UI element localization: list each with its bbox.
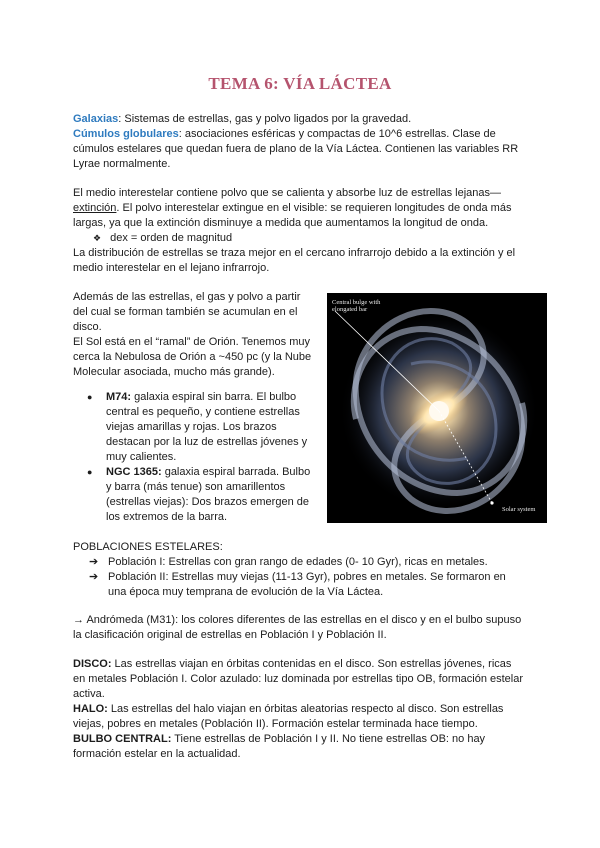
left-p1-l1: Además de las estrellas, el gas y polvo a partir	[73, 291, 301, 303]
medio-line5: medio interestelar en el lejano infrarrojo.	[73, 262, 270, 274]
m74-l3: viejas amarillas y rojas. Los brazos	[106, 421, 277, 433]
poblacion-i-text: Población I: Estrellas con gran rango de edades (0- 10 Gyr), ricas en metales.	[108, 556, 488, 568]
ngc1365-l3: (estrellas viejas): Dos brazos emergen de	[106, 496, 309, 508]
andromeda-l1: → Andrómeda (M31): los colores diferentes de las estrellas en el disco y en el bulbo supuso	[73, 614, 522, 626]
galaxy-illustration	[327, 293, 547, 523]
poblaciones-heading: POBLACIONES ESTELARES:	[73, 541, 223, 553]
left-p2-l1: El Sol está en el “ramal” de Orión. Tenemos muy	[73, 336, 311, 348]
bullet-ngc1365	[87, 465, 317, 525]
disco-paragraph	[73, 657, 528, 702]
bulbo-l2: formación estelar en la actualidad.	[73, 748, 241, 760]
halo-paragraph	[73, 702, 528, 732]
extincion-term: extinción	[73, 202, 117, 214]
medio-line2: . El polvo interestelar extingue en el visible: se requieren longitudes de onda más	[116, 202, 512, 214]
halo-l2: viejas, pobres en metales (Población II). Formación estelar terminada hace tiempo.	[73, 718, 478, 730]
dex-note	[93, 231, 232, 246]
medio-line3: largas, ya que la extinción disminuye a medida que aumentamos la longitud de onda.	[73, 217, 489, 229]
milky-way-image	[327, 293, 547, 523]
m74-l5: muy calientes.	[106, 451, 177, 463]
dex-text: dex = orden de magnitud	[110, 232, 233, 244]
m74-l4: destacan por la luz de estrellas jóvenes y	[106, 436, 308, 448]
bullet-m74	[87, 390, 317, 465]
left-p2-l2: cerca la Nebulosa de Orión a ~450 pc (y la Nube	[73, 351, 312, 363]
ngc1365-l2: y barra (más tenue) son amarillentos	[106, 481, 286, 493]
ngc1365-l1: galaxia espiral barrada. Bulbo	[161, 466, 311, 478]
disco-term: DISCO:	[73, 658, 112, 670]
halo-l1: Las estrellas del halo viajan en órbitas aleatorias respecto al disco. Son estrellas	[107, 703, 504, 715]
cumulos-line2: cúmulos estelares que quedan fuera de plano de la Vía Láctea. Contienen las variables RR	[73, 143, 519, 155]
page-title: TEMA 6: VÍA LÁCTEA	[208, 74, 392, 93]
halo-term: HALO:	[73, 703, 108, 715]
medio-line4: La distribución de estrellas se traza mejor en el cercano infrarrojo debido a la extinción y el	[73, 247, 516, 259]
medio-paragraph	[73, 186, 528, 231]
disco-l3: activa.	[73, 688, 105, 700]
bullet-dot-icon: ●	[87, 467, 93, 477]
andromeda-paragraph	[73, 613, 528, 643]
m74-term: M74:	[106, 391, 132, 403]
distribucion-paragraph	[73, 246, 528, 276]
andromeda-l2: la clasificación original de estrellas en Población I y Población II.	[73, 629, 387, 641]
left-p1-l3: disco.	[73, 321, 102, 333]
ngc1365-term: NGC 1365:	[106, 466, 162, 478]
solar-system-label: Solar system	[502, 506, 536, 513]
galaxias-paragraph	[73, 112, 528, 172]
cumulos-line3: Lyrae normalmente.	[73, 158, 171, 170]
cumulos-line1: : asociaciones esféricas y compactas de 10^6 estrellas. Clase de	[178, 128, 496, 140]
disco-l1: Las estrellas viajan en órbitas contenidas en el disco. Son estrellas jóvenes, ricas	[111, 658, 512, 670]
cumulos-term: Cúmulos globulares	[73, 128, 179, 140]
disco-gas-paragraph	[73, 290, 317, 380]
arrow-bullet-icon: ➔	[89, 571, 99, 583]
m74-l2: central es pequeño, y contiene estrellas	[106, 406, 300, 418]
poblacion-ii-l2: una época muy temprana de evolución de la Vía Láctea.	[108, 586, 384, 598]
poblacion-ii-l1: Población II: Estrellas muy viejas (11-13 Gyr), pobres en metales. Se formaron en	[108, 571, 506, 583]
poblacion-i-item	[89, 555, 529, 570]
bulbo-l1: Tiene estrellas de Población I y II. No tiene estrellas OB: no hay	[171, 733, 486, 745]
bulbo-term: BULBO CENTRAL:	[73, 733, 172, 745]
poblacion-ii-item	[89, 570, 529, 600]
left-p1-l2: del cual se forman también se acumulan en el	[73, 306, 298, 318]
left-p2-l3: Molecular asociada, mucho más grande).	[73, 366, 275, 378]
bullet-dot-icon: ●	[87, 392, 93, 402]
medio-line1: El medio interestelar contiene polvo que se calienta y absorbe luz de estrellas lejanas—	[73, 187, 502, 199]
bulbo-paragraph	[73, 732, 528, 762]
disco-l2: en metales Población I. Color azulado: luz dominada por estrellas tipo OB, formación estelar	[73, 673, 524, 685]
arrow-bullet-icon: ➔	[89, 556, 99, 568]
bulge-label: Central bulge with elongated bar	[332, 299, 381, 313]
diamond-bullet-icon: ❖	[93, 233, 102, 243]
ngc1365-l4: los extremos de la barra.	[106, 511, 228, 523]
galaxias-term: Galaxias	[73, 113, 119, 125]
m74-l1: galaxia espiral sin barra. El bulbo	[131, 391, 297, 403]
galaxias-text: : Sistemas de estrellas, gas y polvo ligados por la gravedad.	[118, 113, 412, 125]
